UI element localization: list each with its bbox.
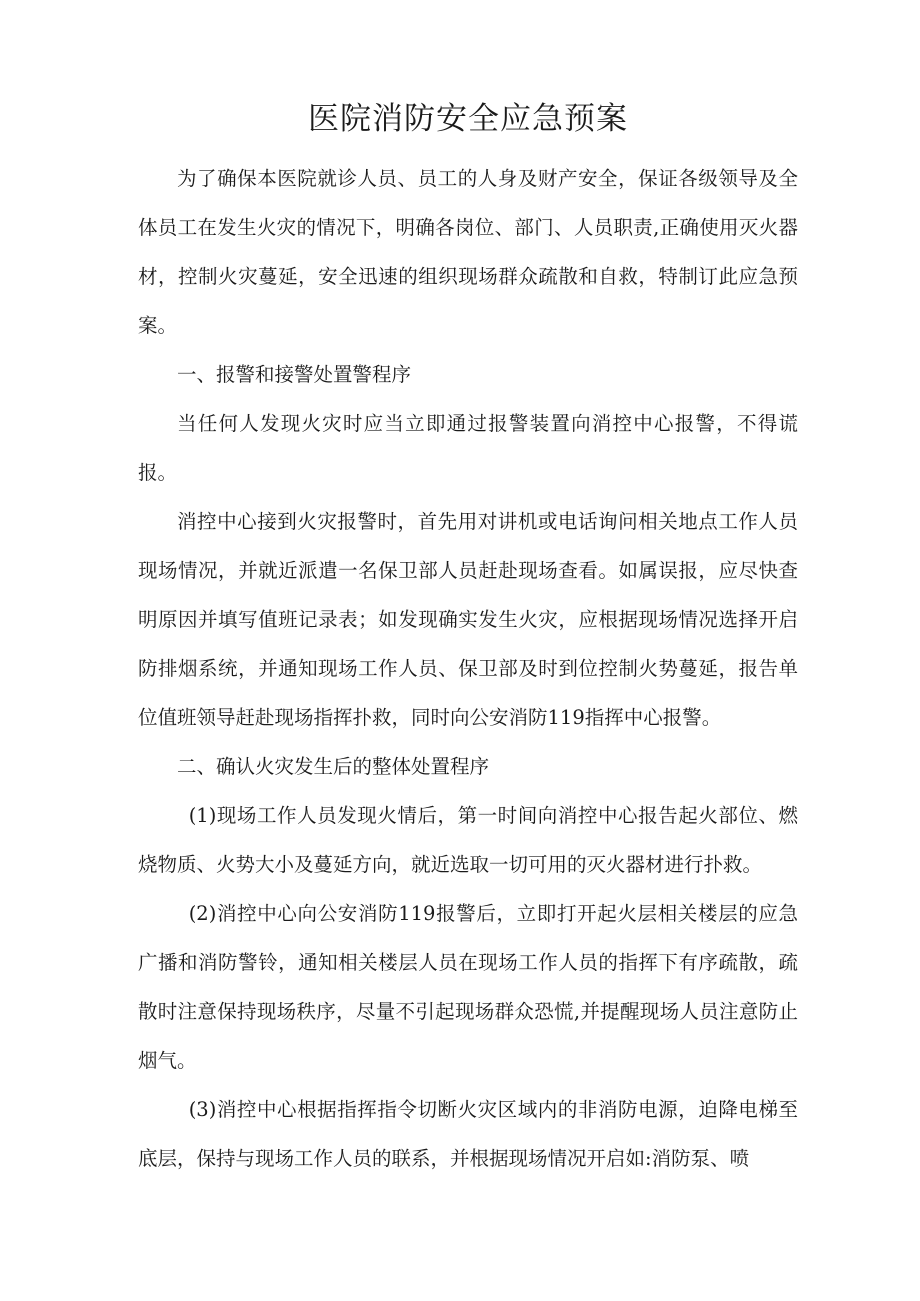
procedure-item-1: (1)现场工作人员发现火情后，第一时间向消控中心报告起火部位、燃烧物质、火势大小及蔓延方向，就近选取一切可用的灭火器材进行扑救。: [138, 804, 798, 876]
section-heading-procedure: 二、确认火灾发生后的整体处置程序: [177, 755, 490, 778]
alarm-paragraph: 当任何人发现火灾时应当立即通过报警装置向消控中心报警，不得谎报。: [138, 412, 798, 484]
intro-paragraph: 为了确保本医院就诊人员、员工的人身及财产安全，保证各级领导及全体员工在发生火灾的情况下，明确各岗位、部门、人员职责,正确使用灭火器材，控制火灾蔓延，安全迅速的组织现场群众疏散和自救，特制订此应急预案。: [138, 167, 798, 337]
control-center-paragraph: 消控中心接到火灾报警时，首先用对讲机或电话询问相关地点工作人员现场情况，并就近派遣一名保卫部人员赶赴现场查看。如属误报，应尽快查明原因并填写值班记录表；如发现确实发生火灾，应根据现场情况选择开启防排烟系统，并通知现场工作人员、保卫部及时到位控制火势蔓延，报告单位值班领导赶赴现场指挥扑救，同时向公安消防119指挥中心报警。: [138, 510, 798, 729]
section-heading-alarm: 一、报警和接警处置警程序: [177, 363, 412, 386]
document-title: 医院消防安全应急预案: [308, 101, 628, 137]
procedure-item-3: (3)消控中心根据指挥指令切断火灾区域内的非消防电源，迫降电梯至底层，保持与现场工作人员的联系，并根据现场情况开启如:消防泵、喷: [138, 1098, 798, 1170]
document-page: [138, 96, 798, 1183]
procedure-item-2: (2)消控中心向公安消防119报警后，立即打开起火层相关楼层的应急广播和消防警铃，通知相关楼层人员在现场工作人员的指挥下有序疏散，疏散时注意保持现场秩序，尽量不引起现场群众恐慌,并提醒现场人员注意防止烟气。: [138, 902, 798, 1072]
